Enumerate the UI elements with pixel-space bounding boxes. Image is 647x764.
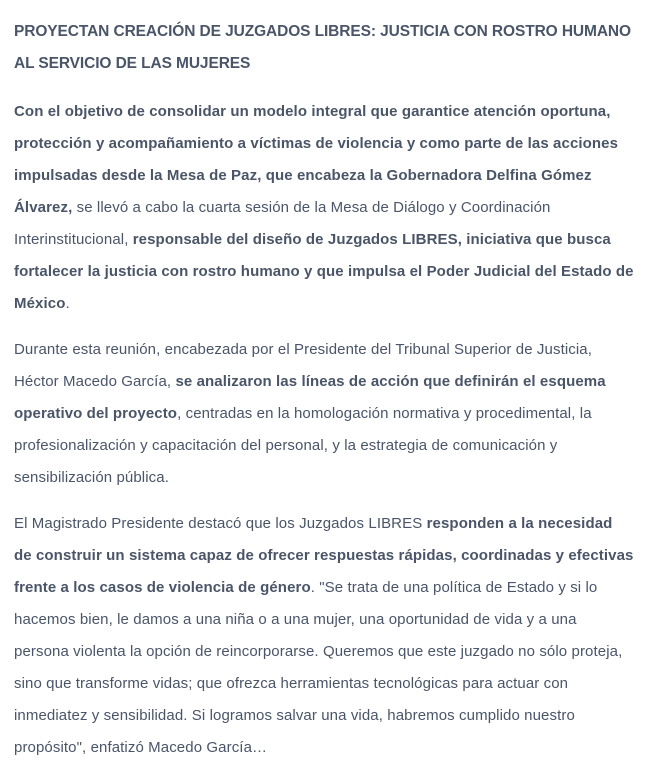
- paragraph: [14, 334, 634, 494]
- text-run: El Magistrado Presidente destacó que los Juzgados LIBRES: [14, 515, 427, 532]
- bold-text-run: Con el objetivo de consolidar un modelo integral que garantice atención oportuna, protección y acompañamiento a víctimas de violencia y como parte de las acciones impulsadas desde la Mesa de Paz, que encabeza la Gobernadora Delfina Gómez Álvarez,: [14, 103, 619, 216]
- bold-text-run: se analizaron las líneas de acción que definirán el esquema operativo del proyecto: [14, 373, 606, 422]
- text-run: . "Se trata de una política de Estado y si lo hacemos bien, le damos a una niña o a una mujer, una oportunidad de vida y a una persona violenta la opción de reincorporarse. Queremos que este juzgado no sólo proteja, sino que transforme vidas; que ofrezca herramientas tecnológicas para actuar con inmediatez y sensibilidad. Si logramos salvar una vida, habremos cumplido nuestro propósito", enfatizó Macedo García…: [14, 579, 623, 756]
- paragraph: [14, 508, 634, 764]
- bold-text-run: responden a la necesidad de construir un sistema capaz de ofrecer respuestas rápidas, coordinadas y efectivas frente a los casos de violencia de género: [14, 515, 634, 596]
- text-run: Durante esta reunión, encabezada por el Presidente del Tribunal Superior de Justicia, Héctor Macedo García,: [14, 341, 593, 390]
- text-run: .: [65, 295, 70, 312]
- bold-text-run: responsable del diseño de Juzgados LIBRES, iniciativa que busca fortalecer la justicia con rostro humano y que impulsa el Poder Judicial del Estado de México: [14, 231, 634, 312]
- paragraph: [14, 96, 634, 320]
- article-body: [14, 96, 634, 764]
- article-title: PROYECTAN CREACIÓN DE JUZGADOS LIBRES: JUSTICIA CON ROSTRO HUMANO AL SERVICIO DE LAS MUJERES: [14, 23, 631, 72]
- text-run: , centradas en la homologación normativa y procedimental, la profesionalización y capacitación del personal, y la estrategia de comunicación y sensibilización pública.: [14, 405, 592, 486]
- text-run: se llevó a cabo la cuarta sesión de la Mesa de Diálogo y Coordinación Interinstitucional,: [14, 199, 551, 248]
